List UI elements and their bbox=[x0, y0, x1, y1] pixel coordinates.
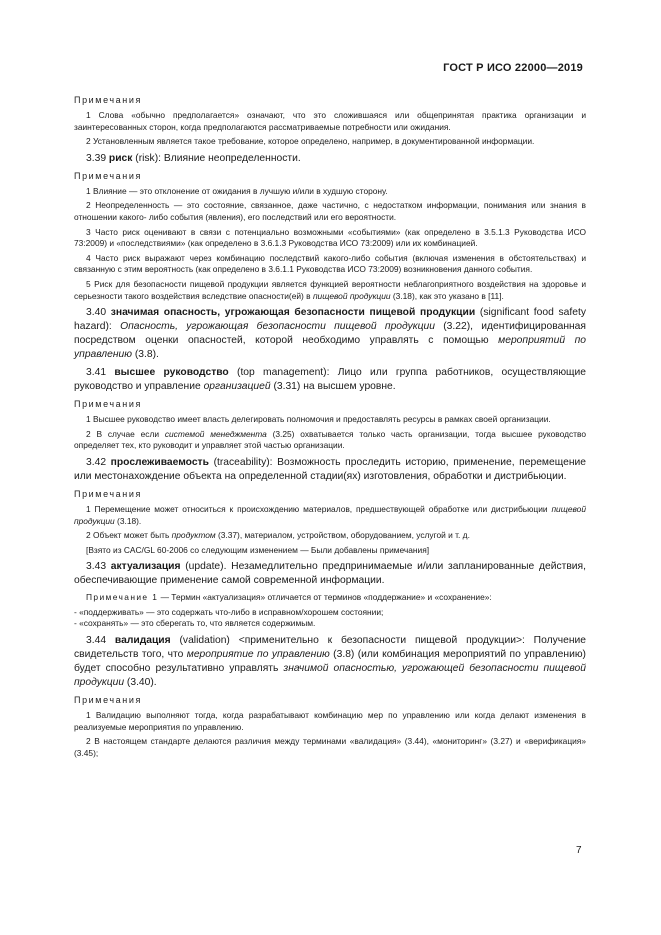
term-text: (top management): Лицо или группа работников, осуществляющие руководство и управление bbox=[74, 367, 586, 393]
note-text: (3.37), материалом, устройством, оборудованием, услугой и т. д. bbox=[215, 530, 470, 541]
term-italic-ref: Опасность, угрожающая безопасности пищевой продукции bbox=[120, 321, 435, 333]
term-text: (traceability): Возможность проследить историю, применение, перемещение или местонахождение объекта на определенной стадии(ях) изготовления, обработки и дистрибьюции. bbox=[74, 456, 586, 482]
term-italic-ref: мероприятие по управлению bbox=[186, 649, 330, 661]
document-body bbox=[74, 92, 586, 762]
note-text: 2 В случае если bbox=[86, 428, 165, 439]
note-paragraph bbox=[74, 279, 586, 302]
term-name: валидация bbox=[114, 635, 171, 647]
list-item: - «поддерживать» — это содержать что-либо в исправном/хорошем состоянии; bbox=[74, 606, 384, 617]
list-item: - «сохранять» — это сберегать то, что является содержимым. bbox=[74, 618, 316, 629]
note-paragraph: 1 Валидацию выполняют тогда, когда разрабатывают комбинацию мер по управлению или когда делают изменения в реализуемые мероприятия по управлению. bbox=[74, 710, 586, 732]
term-definition bbox=[74, 152, 586, 166]
note-label-inline: Примечание 1 bbox=[86, 592, 159, 603]
note-paragraph: 2 Неопределенность — это состояние, связанное, даже частично, с недостатком информации, понимания или знания в отношении какого- либо события (явления), его последствий или его вероятности. bbox=[74, 200, 586, 222]
note-italic-ref: продуктом bbox=[171, 530, 216, 541]
term-name: риск bbox=[108, 152, 133, 164]
note-paragraph: 1 Влияние — это отклонение от ожидания в лучшую и/или в худшую сторону. bbox=[86, 185, 388, 196]
term-text: (update). Незамедлительно предпринимаемые и/или запланированные действия, обеспечивающие применение самой современной информации. bbox=[74, 561, 586, 587]
term-number: 3.42 bbox=[86, 456, 111, 468]
note-paragraph: 2 Установленным является такое требование, которое определено, например, в документированной информации. bbox=[86, 136, 535, 147]
term-italic-ref: мероприятий по управлению bbox=[74, 335, 586, 361]
term-text: (3.31) на высшем уровне. bbox=[270, 381, 396, 393]
note-italic-ref: пищевой продукции bbox=[74, 503, 586, 526]
term-definition bbox=[74, 456, 586, 484]
note-paragraph: 3 Часто риск оценивают в связи с потенциально возможными «событиями» (как определено в 3.5.1.3 Руководства ИСО 73:2009) и «последствиями» (как определено в 3.6.1.3 Руководства ИСО 73:2009) или их комбинацией. bbox=[74, 226, 586, 249]
note-paragraph: 4 Часто риск выражают через комбинацию последствий какого-либо события (включая изменения в обстоятельствах) и связанную с этим вероятность (как определено в 3.6.1.1 Руководства ИСО 73:2009) возникновения данного события. bbox=[74, 252, 586, 275]
note-paragraph: 1 Высшее руководство имеет власть делегировать полномочия и предоставлять ресурсы в рамках своей организации. bbox=[86, 414, 551, 425]
term-definition bbox=[74, 634, 586, 690]
term-text: (risk): Влияние неопределенности. bbox=[132, 152, 301, 164]
note-text: 1 Перемещение может относиться к происхождению материалов, предшествующей обработке или дистрибьюции bbox=[86, 503, 552, 514]
note-paragraph: [Взято из CAC/GL 60-2006 со следующим изменением — Были добавлены примечания] bbox=[86, 544, 430, 555]
note-text: — Термин «актуализация» отличается от терминов «поддержание» и «сохранение»: bbox=[158, 592, 492, 603]
note-text: (3.25) охватывается только часть организации, тогда высшее руководство определяет тех, кто руководит и управляет этой частью организации. bbox=[74, 428, 587, 451]
term-text: (3.40). bbox=[124, 677, 157, 689]
term-number: 3.41 bbox=[86, 367, 115, 379]
term-text: (significant food safety hazard): bbox=[74, 307, 587, 333]
term-number: 3.43 bbox=[86, 561, 111, 573]
term-name: высшее руководство bbox=[114, 367, 229, 379]
term-number: 3.39 bbox=[86, 152, 109, 164]
term-text: (3.8) (или комбинация мероприятий по управлению) будет способно результативно управлять bbox=[74, 649, 586, 675]
note-paragraph bbox=[74, 504, 586, 527]
term-definition bbox=[74, 306, 586, 362]
document-header: ГОСТ Р ИСО 22000—2019 bbox=[443, 62, 583, 74]
term-name: актуализация bbox=[110, 561, 181, 573]
term-text: (3.8). bbox=[131, 349, 159, 361]
term-definition bbox=[74, 560, 586, 588]
term-number: 3.44 bbox=[86, 635, 115, 647]
note-paragraph bbox=[74, 530, 586, 542]
notes-heading: Примечания bbox=[74, 170, 142, 181]
note-text: 2 Объект может быть bbox=[86, 530, 172, 541]
note-paragraph bbox=[74, 429, 586, 452]
note-paragraph: 2 В настоящем стандарте делаются различия между терминами «валидация» (3.44), «мониторинг» (3.27) и «верификация» (3.45); bbox=[74, 736, 586, 758]
term-italic-ref: организацией bbox=[203, 381, 271, 393]
term-text: (validation) <применительно к безопасности пищевой продукции>: Получение свидетельств того, что bbox=[74, 635, 586, 661]
term-definition bbox=[74, 366, 586, 394]
notes-heading: Примечания bbox=[74, 488, 142, 499]
page-number: 7 bbox=[576, 845, 582, 856]
notes-heading: Примечания bbox=[74, 695, 142, 706]
note-italic-ref: системой менеджмента bbox=[164, 428, 267, 439]
notes-heading: Примечания bbox=[74, 399, 142, 410]
term-name: значимая опасность, угрожающая безопасности пищевой продукции bbox=[110, 307, 476, 319]
term-name: прослеживаемость bbox=[110, 456, 209, 468]
note-paragraph bbox=[74, 592, 586, 604]
term-text: (3.22), идентифицированная посредством оценки опасностей, которой необходимо управлять с помощью bbox=[74, 321, 586, 347]
note-italic-ref: пищевой продукции bbox=[312, 290, 391, 301]
note-text: 5 Риск для безопасности пищевой продукции является функцией вероятности неблагоприятного воздействия на здоровье и серьезности такого воздействия вследствие опасности(ей) в bbox=[74, 278, 586, 301]
note-text: (3.18). bbox=[114, 515, 142, 526]
notes-heading: Примечания bbox=[74, 95, 142, 105]
note-text: (3.18), как это указано в [11]. bbox=[390, 290, 504, 301]
term-italic-ref: значимой опасностью, угрожающей безопасности пищевой продукции bbox=[74, 663, 586, 689]
note-paragraph: 1 Слова «обычно предполагается» означают, что это сложившаяся или общепринятая практика организации и заинтересованных сторон, когда предполагаются рассматриваемые потребности или ожидания. bbox=[74, 110, 586, 132]
term-number: 3.40 bbox=[86, 307, 111, 319]
